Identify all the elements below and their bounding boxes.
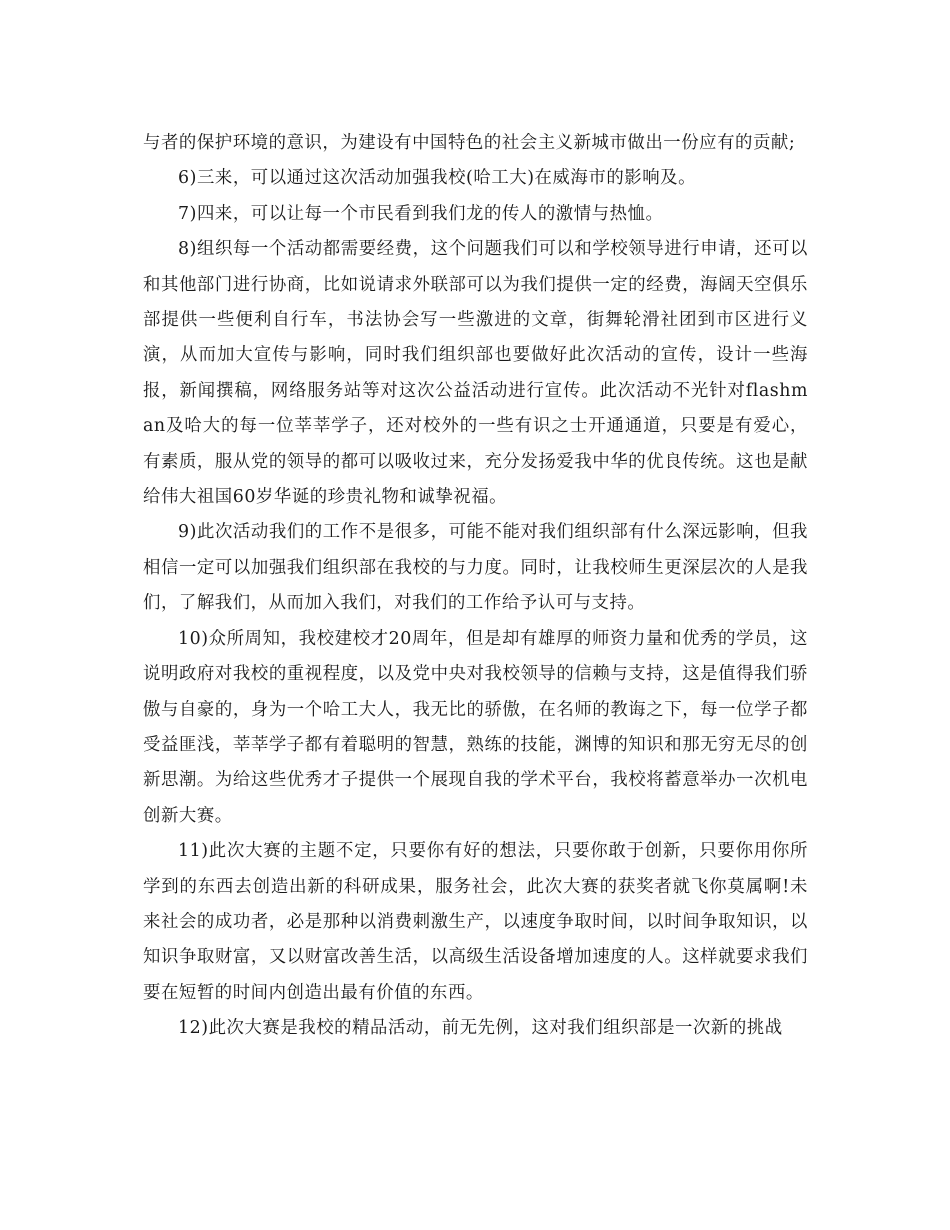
paragraph-item-7: 7)四来，可以让每一个市民看到我们龙的传人的激情与热恤。 bbox=[178, 203, 664, 224]
paragraph-item-8: 8)组织每一个活动都需要经费，这个问题我们可以和学校领导进行申请，还可以和其他部门进行协商，比如说请求外联部可以为我们提供一定的经费，海阔天空俱乐部提供一些便利自行车，书法协会写一些激进的文章，街舞轮滑社团到市区进行义演，从而加大宣传与影响，同时我们组织部也要做好此次活动的宣传，设计一些海报，新闻撰稿，网络服务站等对这次公益活动进行宣传。此次活动不光针对flashman及哈大的每一位莘莘学子，还对校外的一些有识之士开通通道，只要是有爱心，有素质，服从党的领导的都可以吸收过来，充分发扬爱我中华的优良传统。这也是献给伟大祖国60岁华诞的珍贵礼物和诚挚祝福。 bbox=[143, 239, 808, 508]
paragraph-item-9: 9)此次活动我们的工作不是很多，可能不能对我们组织部有什么深远影响，但我相信一定可以加强我们组织部在我校的与力度。同时，让我校师生更深层次的人是我们，了解我们，从而加入我们，对我们的工作给予认可与支持。 bbox=[143, 522, 808, 614]
paragraph-item-12: 12)此次大赛是我校的精品活动，前无先例，这对我们组织部是一次新的挑战 bbox=[178, 1018, 783, 1039]
paragraph-continuation: 与者的保护环境的意识，为建设有中国特色的社会主义新城市做出一份应有的贡献; bbox=[143, 133, 796, 153]
paragraph-item-6: 6)三来，可以通过这次活动加强我校(哈工大)在威海市的影响及。 bbox=[178, 168, 697, 189]
document-body bbox=[143, 126, 808, 1047]
paragraph-item-10: 10)众所周知，我校建校才20周年，但是却有雄厚的师资力量和优秀的学员，这说明政府对我校的重视程度，以及党中央对我校领导的信赖与支持，这是值得我们骄傲与自豪的，身为一个哈工大人，我无比的骄傲，在名师的教诲之下，每一位学子都受益匪浅，莘莘学子都有着聪明的智慧，熟练的技能，渊博的知识和那无穷无尽的创新思潮。为给这些优秀才子提供一个展现自我的学术平台，我校将蓄意举办一次机电创新大赛。 bbox=[143, 628, 808, 826]
paragraph-item-11: 11)此次大赛的主题不定，只要你有好的想法，只要你敢于创新，只要你用你所学到的东西去创造出新的科研成果，服务社会，此次大赛的获奖者就飞你莫属啊!未来社会的成功者，必是那种以消费刺激生产，以速度争取时间，以时间争取知识，以知识争取财富，又以财富改善生活，以高级生活设备增加速度的人。这样就要求我们要在短暂的时间内创造出最有价值的东西。 bbox=[143, 841, 808, 1003]
